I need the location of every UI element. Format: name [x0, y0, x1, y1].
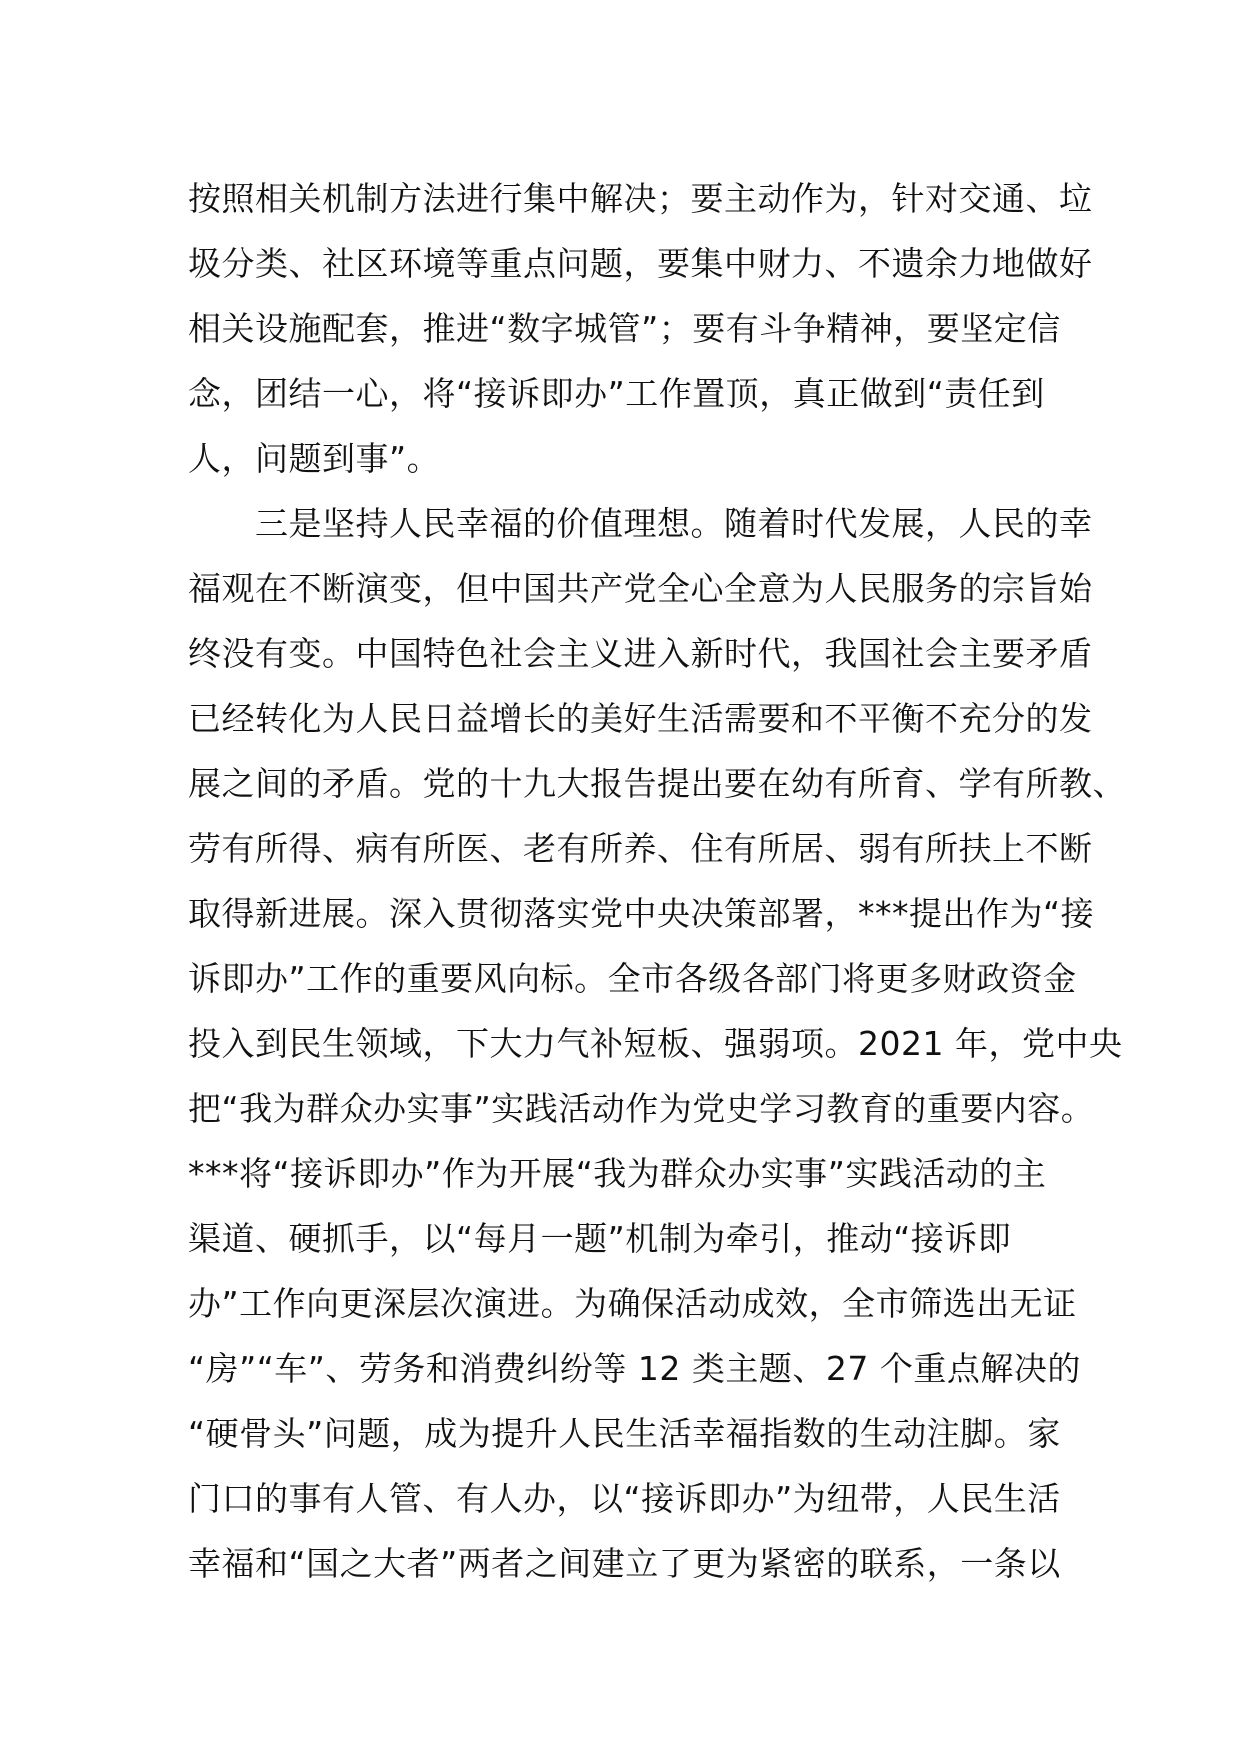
text-line: ***将“接诉即办”作为开展“我为群众办实事”实践活动的主: [188, 1154, 1047, 1193]
text-line: 办”工作向更深层次演进。为确保活动成效，全市筛选出无证: [188, 1284, 1077, 1323]
text-line: 已经转化为人民日益增长的美好生活需要和不平衡不充分的发: [188, 699, 1093, 738]
text-line: 人，问题到事”。: [188, 439, 441, 478]
text-line: 劳有所得、病有所医、老有所养、住有所居、弱有所扶上不断: [188, 829, 1093, 868]
text-line: 按照相关机制方法进行集中解决；要主动作为，针对交通、垃: [188, 179, 1093, 218]
text-line: 相关设施配套，推进“数字城管”；要有斗争精神，要坚定信: [188, 309, 1061, 348]
text-line: 取得新进展。深入贯彻落实党中央决策部署，***提出作为“接: [188, 894, 1095, 933]
text-line: 展之间的矛盾。党的十九大报告提出要在幼有所育、学有所教、: [188, 764, 1126, 803]
text-line: 三是坚持人民幸福的价值理想。随着时代发展，人民的幸: [188, 504, 1093, 543]
text-line: 念，团结一心，将“接诉即办”工作置顶，真正做到“责任到: [188, 374, 1045, 413]
text-line: 诉即办”工作的重要风向标。全市各级各部门将更多财政资金: [188, 959, 1077, 998]
text-line: “硬骨头”问题，成为提升人民生活幸福指数的生动注脚。家: [188, 1414, 1061, 1453]
text-line: “房”“车”、劳务和消费纠纷等 12 类主题、27 个重点解决的: [188, 1349, 1081, 1388]
text-line: 幸福和“国之大者”两者之间建立了更为紧密的联系，一条以: [188, 1544, 1061, 1583]
text-line: 门口的事有人管、有人办，以“接诉即办”为纽带，人民生活: [188, 1479, 1061, 1518]
text-line: 福观在不断演变，但中国共产党全心全意为人民服务的宗旨始: [188, 569, 1093, 608]
text-line: 圾分类、社区环境等重点问题，要集中财力、不遗余力地做好: [188, 244, 1093, 283]
text-line: 终没有变。中国特色社会主义进入新时代，我国社会主要矛盾: [188, 634, 1093, 673]
body-text: [188, 166, 1126, 1596]
text-line: 投入到民生领域，下大力气补短板、强弱项。2021 年，党中央: [188, 1024, 1123, 1063]
text-line: 渠道、硬抓手，以“每月一题”机制为牵引，推动“接诉即: [188, 1219, 1012, 1258]
text-line: 把“我为群众办实事”实践活动作为党史学习教育的重要内容。: [188, 1089, 1095, 1128]
